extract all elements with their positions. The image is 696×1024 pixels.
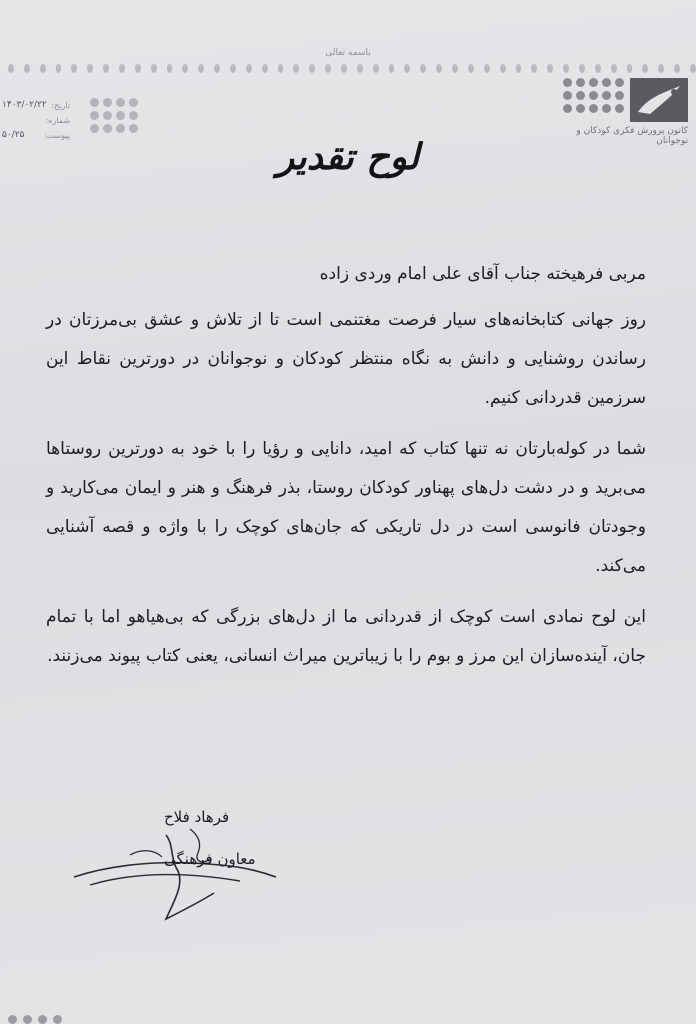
letter-body: [46, 255, 646, 688]
paragraph-3: این لوح نمادی است کوچک از قدردانی ما از دل‌های بزرگی که بی‌هیاهو اما با تمام جان، آینده‌سازان این مرز و بوم را با زیباترین میراث انسانی، یعنی کتاب پیوند می‌زنند.: [46, 607, 646, 666]
number-label: شماره:: [45, 116, 71, 125]
signatory-name: فرهاد فلاح: [164, 808, 230, 826]
organization-name: کانون پرورش فکری کودکان و نوجوانان: [576, 126, 688, 146]
paragraph-2: شما در کوله‌بارتان نه تنها کتاب که امید، دانایی و رؤیا را با خود به دورترین روستاها می‌برید و در دشت دل‌های پهناور کودکان روستا، بذر فرهنگ و هنر و ایمان می‌کارید و وجودتان فانوسی است در دل تاریکی که جان‌های کوچک را با واژه و قصه آشنایی می‌کند.: [46, 439, 646, 576]
meta-dot-grid: [90, 98, 138, 133]
date-label: تاریخ:: [51, 101, 71, 110]
paragraph-1: روز جهانی کتابخانه‌های سیار فرصت مغتنمی است تا از تلاش و عشق بی‌مرزتان در رساندن روشنایی و دانش به نگاه منتظر کودکان و نوجوانان در دورترین نقاط این سرزمین قدردانی کنیم.: [46, 310, 646, 408]
date-value: ۱۴۰۳/۰۲/۲۲: [2, 100, 47, 110]
salutation: مربی فرهیخته جناب آقای علی امام وردی زاده: [319, 264, 646, 284]
organization-logo-dots: [563, 78, 624, 113]
attachment-label: پیوست:: [44, 131, 71, 140]
footer-dot-border: [8, 1015, 62, 1024]
number-value: ۵۰/۲۵: [2, 130, 25, 140]
signatory-role: معاون فرهنگی: [164, 850, 256, 868]
organization-logo-icon: [630, 78, 688, 122]
header-dot-border: [0, 64, 696, 74]
document-title: لوح تقدیر: [276, 136, 420, 178]
handwritten-signature: [70, 815, 280, 925]
basmala: باسمه تعالی: [325, 48, 371, 58]
